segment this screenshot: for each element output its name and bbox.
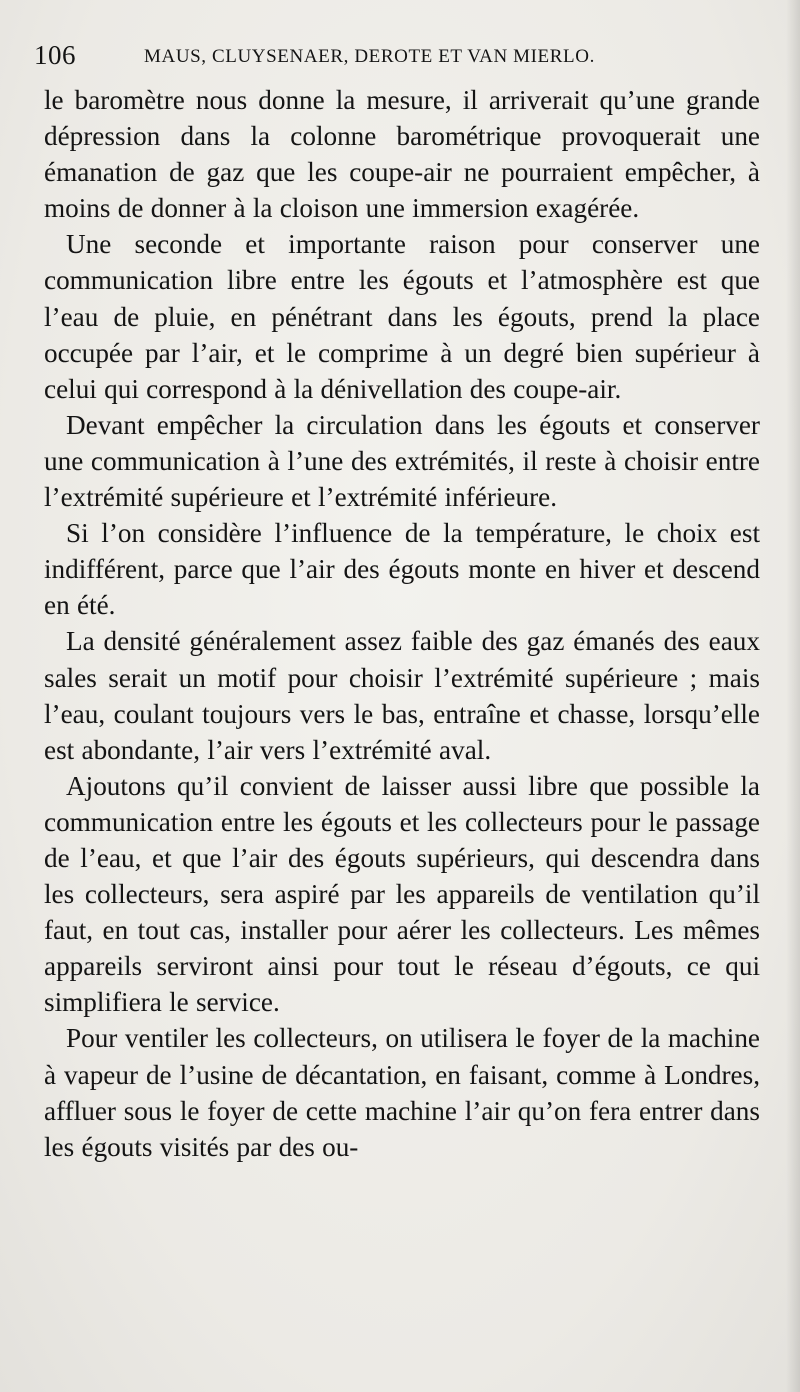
paragraph-temperature: Si l’on considère l’influence de la température, le choix est indifférent, parce que l’air des égouts monte en hiver et descend en été. bbox=[44, 518, 760, 621]
paragraph-choice-of-end: Devant empêcher la circulation dans les égouts et conserver une communication à l’une des extrémités, il reste à choisir entre l’extrémité supérieure et l’extrémité inférieure. bbox=[44, 409, 760, 513]
body-text bbox=[44, 82, 760, 1165]
paragraph-second-reason: Une seconde et importante raison pour conserver une communication libre entre les égouts et l’atmosphère est que l’eau de pluie, en pénétrant dans les égouts, prend la place occupée par l’air, et le comprime à un degré bien supérieur à celui qui correspond à la dénivellation des coupe-air. bbox=[44, 229, 760, 404]
paragraph-continued: le baromètre nous donne la mesure, il arriverait qu’une grande dépression dans la colonne barométrique provoquerait une émanation de gaz que les coupe-air ne pourraient empêcher, à moins de donner à la cloison une immersion exagérée. bbox=[44, 85, 760, 224]
paragraph-collectors: Ajoutons qu’il convient de laisser aussi libre que possible la communication entre les égouts et les collecteurs pour le passage de l’eau, et que l’air des égouts supérieurs, qui descendra dans les collecteurs, sera aspiré par les appareils de ventilation qu’il faut, en tout cas, installer pour aérer les collecteurs. Les mêmes appareils serviront ainsi pour tout le réseau d’égouts, ce qui simplifiera le service. bbox=[44, 770, 760, 1018]
running-head: MAUS, CLUYSENAER, DEROTE ET VAN MIERLO. bbox=[144, 46, 595, 67]
paragraph-gas-density: La densité généralement assez faible des gaz émanés des eaux sales serait un motif pour choisir l’extrémité supérieure ; mais l’eau, coulant toujours vers le bas, entraîne et chasse, lorsqu’elle est abondante, l’air vers l’extrémité aval. bbox=[44, 626, 760, 765]
page-number: 106 bbox=[34, 40, 76, 70]
paragraph-ventilation: Pour ventiler les collecteurs, on utilisera le foyer de la machine à vapeur de l’usine de décantation, en faisant, comme à Londres, affluer sous le foyer de cette machine l’air qu’on fera entrer dans les égouts visités par des ou- bbox=[44, 1023, 760, 1162]
page-header bbox=[34, 40, 754, 76]
page-edge-shadow bbox=[786, 0, 800, 1392]
